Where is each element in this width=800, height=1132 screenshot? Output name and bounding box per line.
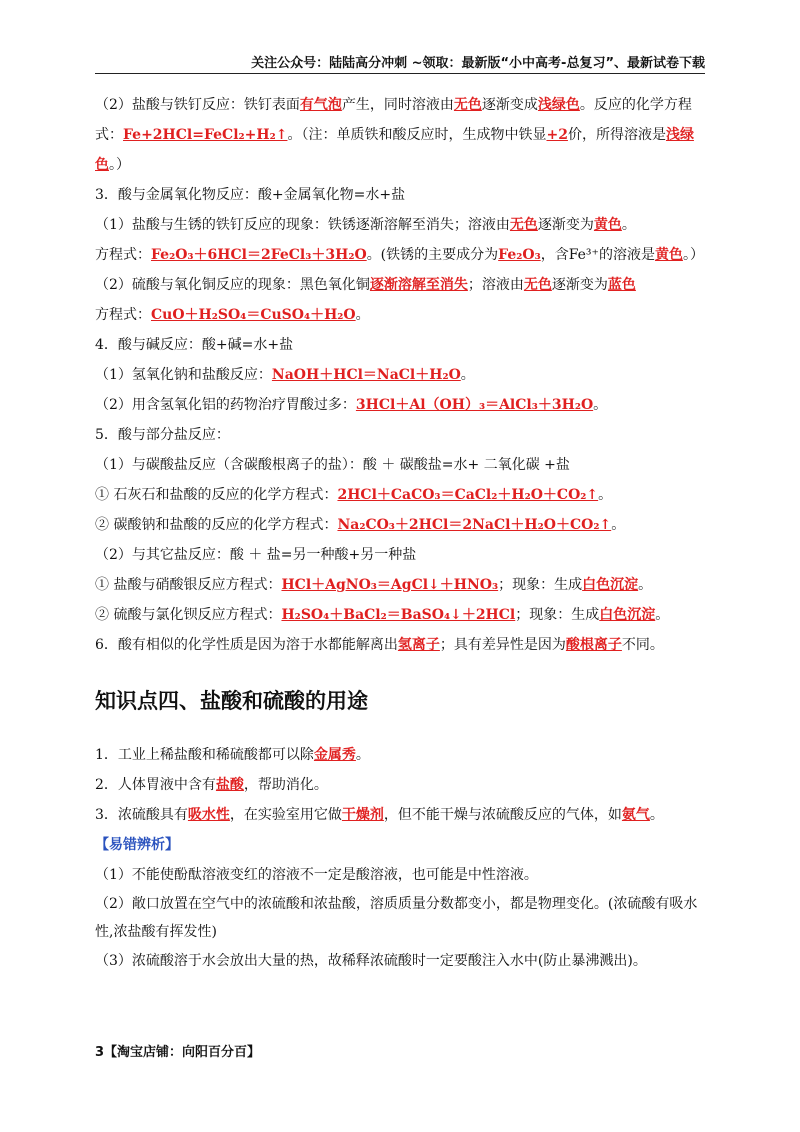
text: ；溶液由 — [467, 277, 524, 293]
sec4-line2 — [95, 390, 715, 420]
text: （1）盐酸与生锈的铁钉反应的现象：铁锈逐渐溶解至消失；溶液由 — [95, 217, 510, 233]
answer: 白色沉淀 — [582, 577, 639, 593]
text: 。 — [598, 487, 613, 503]
answer: 吸水性 — [187, 807, 230, 823]
sec3-line4 — [95, 300, 715, 330]
answer: 白色沉淀 — [599, 607, 656, 623]
header-rule — [95, 73, 705, 74]
answer-equation: 2HCl＋CaCO₃＝CaCl₂＋H₂O＋CO₂↑ — [337, 487, 599, 503]
text: 。 — [621, 217, 636, 233]
sec5-line6 — [95, 600, 715, 630]
text: 。 — [593, 397, 608, 413]
answer-equation: H₂SO₄＋BaCl₂＝BaSO₄↓＋2HCl — [281, 607, 516, 623]
answer: 无色 — [509, 217, 538, 233]
text: 。 — [355, 307, 370, 323]
answer-equation: NaOH＋HCl＝NaCl＋H₂O — [271, 367, 461, 383]
text: ，帮助消化。 — [243, 777, 328, 793]
sec5-line4: （2）与其它盐反应：酸 ＋ 盐=另一种酸+另一种盐 — [95, 547, 417, 563]
page-footer: 3【淘宝店铺：向阳百分百】 — [95, 1045, 261, 1060]
text: ① 盐酸与硝酸银反应方程式： — [95, 577, 282, 593]
k4-line2 — [95, 770, 715, 800]
answer: 无色 — [453, 97, 482, 113]
text: 。（注：单质铁和酸反应时，生成物中铁显 — [287, 127, 547, 143]
sec3-line1 — [95, 210, 715, 240]
text: 式： — [95, 127, 123, 143]
sec3-title: 3．酸与金属氧化物反应：酸+金属氧化物=水+盐 — [95, 187, 406, 203]
answer: Fe₂O₃ — [498, 247, 541, 263]
text: 产生，同时溶液由 — [341, 97, 454, 113]
answer-equation: HCl＋AgNO₃＝AgCl↓＋HNO₃ — [281, 577, 499, 593]
pitfall-line1: （1）不能使酚酞溶液变红的溶液不一定是酸溶液，也可能是中性溶液。 — [95, 867, 538, 883]
text: 价，所得溶液是 — [567, 127, 666, 143]
page-content — [95, 90, 715, 976]
text: ② 碳酸钠和盐酸的反应的化学方程式： — [95, 517, 338, 533]
section-heading: 知识点四、盐酸和硫酸的用途 — [95, 689, 368, 713]
sec5-line5 — [95, 570, 715, 600]
answer-equation: Fe+2HCl=FeCl₂+H₂↑ — [123, 127, 288, 143]
answer-equation: Fe₂O₃＋6HCl＝2FeCl₃＋3H₂O — [151, 247, 367, 263]
text: 2．人体胃液中含有 — [95, 777, 216, 793]
sec5-title: 5．酸与部分盐反应： — [95, 427, 230, 443]
text: 。(铁锈的主要成分为 — [366, 247, 499, 263]
answer-equation: 3HCl＋Al（OH）₃＝AlCl₃＋3H₂O — [355, 397, 594, 413]
sec4-title: 4．酸与碱反应：酸+碱=水+盐 — [95, 337, 294, 353]
text: 。 — [460, 367, 475, 383]
text: ② 硫酸与氯化钡反应方程式： — [95, 607, 282, 623]
text: 。 — [649, 807, 664, 823]
text: ① 石灰石和盐酸的反应的化学方程式： — [95, 487, 338, 503]
text: ；现象：生成 — [498, 577, 583, 593]
answer: 逐渐溶解至消失 — [369, 277, 468, 293]
sec2-paragraph — [95, 90, 715, 180]
text: 方程式： — [95, 247, 151, 263]
text: 。 — [355, 747, 370, 763]
text: 逐渐变为 — [537, 217, 594, 233]
answer: 蓝色 — [607, 277, 636, 293]
page-header: 关注公众号：陆陆高分冲刺 ~领取：最新版“小中高考-总复习”、最新试卷下载 — [251, 56, 705, 71]
text: ；具有差异性是因为 — [439, 637, 566, 653]
answer-equation: Na₂CO₃＋2HCl＝2NaCl＋H₂O＋CO₂↑ — [337, 517, 612, 533]
text: 。 — [638, 577, 653, 593]
text: 逐渐变成 — [481, 97, 538, 113]
text: ，含Fe³⁺的溶液是 — [540, 247, 655, 263]
text: 不同。 — [621, 637, 664, 653]
answer: 氢离子 — [397, 637, 440, 653]
text: （2）用含氢氧化铝的药物治疗胃酸过多： — [95, 397, 356, 413]
text: 方程式： — [95, 307, 151, 323]
sec5-line3 — [95, 510, 715, 540]
text: （2）硫酸与氧化铜反应的现象：黑色氧化铜 — [95, 277, 370, 293]
sec3-line3 — [95, 270, 715, 300]
answer: 酸根离子 — [565, 637, 622, 653]
text: 。） — [682, 247, 704, 263]
answer: 有气泡 — [299, 97, 342, 113]
answer: 干燥剂 — [341, 807, 384, 823]
text: 。） — [109, 157, 130, 173]
answer: 色 — [95, 157, 109, 173]
answer: 无色 — [523, 277, 552, 293]
sec5-line2 — [95, 480, 715, 510]
sec6-line — [95, 630, 715, 660]
answer: 氨气 — [621, 807, 650, 823]
text: 。反应的化学方程 — [579, 97, 692, 113]
sec3-line2 — [95, 240, 715, 270]
k4-line3 — [95, 800, 715, 830]
pitfall-line2: （2）敞口放置在空气中的浓硫酸和浓盐酸，溶质质量分数都变小，都是物理变化。(浓硫酸有吸水性,浓盐酸有挥发性) — [95, 896, 698, 940]
answer: 金属秀 — [313, 747, 356, 763]
text: 逐渐变为 — [551, 277, 608, 293]
text: （2）盐酸与铁钉反应：铁钉表面 — [95, 97, 300, 113]
answer-equation: CuO＋H₂SO₄＝CuSO₄＋H₂O — [151, 307, 356, 323]
pitfall-tag: 【易错辨析】 — [95, 837, 179, 853]
answer: 黄色 — [654, 247, 683, 263]
answer: +2 — [546, 127, 568, 143]
text: ；现象：生成 — [515, 607, 600, 623]
text: （1）氢氧化钠和盐酸反应： — [95, 367, 272, 383]
sec4-line1 — [95, 360, 715, 390]
answer: 浅绿 — [665, 127, 694, 143]
text: ，在实验室用它做 — [229, 807, 342, 823]
text: 6．酸有相似的化学性质是因为溶于水都能解离出 — [95, 637, 398, 653]
pitfall-line3: （3）浓硫酸溶于水会放出大量的热，故稀释浓硫酸时一定要酸注入水中(防止暴沸溅出)。 — [95, 953, 647, 969]
text: 3．浓硫酸具有 — [95, 807, 188, 823]
sec5-line1: （1）与碳酸盐反应（含碳酸根离子的盐）：酸 ＋ 碳酸盐=水+ 二氧化碳 +盐 — [95, 457, 570, 473]
k4-line1 — [95, 740, 715, 770]
answer: 浅绿色 — [537, 97, 580, 113]
text: ，但不能干燥与浓硫酸反应的气体，如 — [383, 807, 622, 823]
answer: 黄色 — [593, 217, 622, 233]
text: 。 — [611, 517, 626, 533]
text: 1．工业上稀盐酸和稀硫酸都可以除 — [95, 747, 314, 763]
answer: 盐酸 — [215, 777, 244, 793]
text: 。 — [655, 607, 670, 623]
